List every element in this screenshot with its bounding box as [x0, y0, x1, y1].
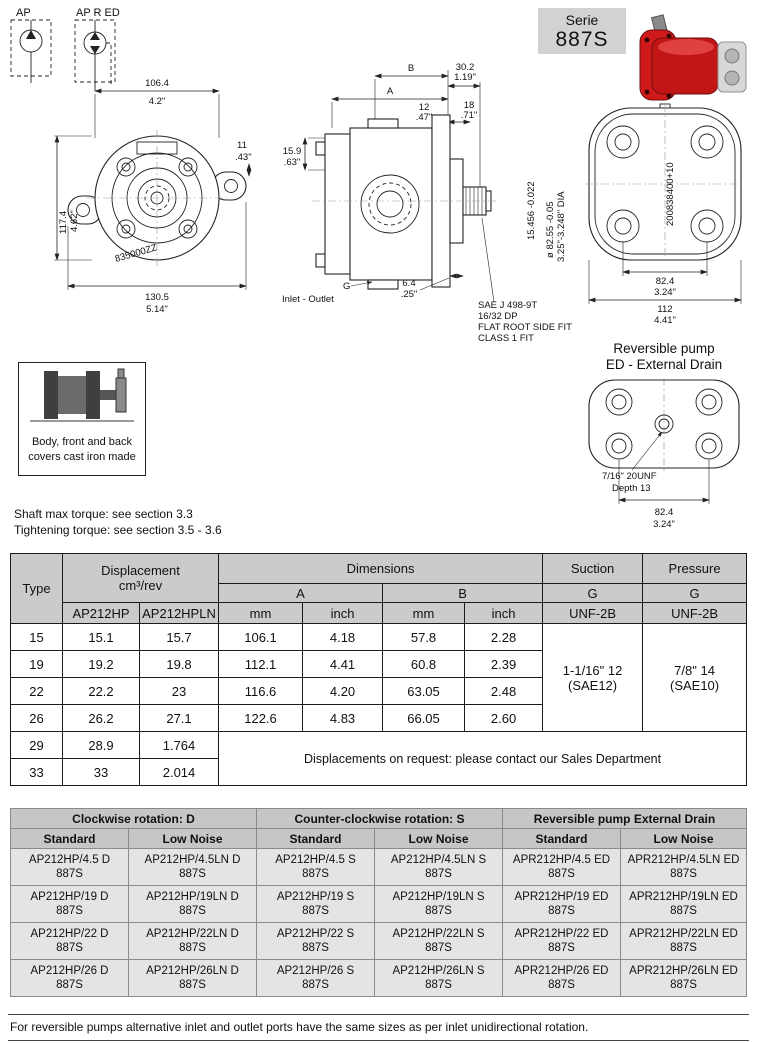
model-code: AP212HP/26 D: [30, 965, 109, 977]
col-header-type: Type: [11, 554, 63, 624]
model-cell: [129, 923, 257, 960]
model-cell: [375, 960, 503, 997]
spec-table: [10, 553, 747, 786]
model-cell: [11, 886, 129, 923]
back-view-drawing: [576, 100, 754, 328]
model-cell: [257, 886, 375, 923]
cell-suction: [543, 624, 643, 732]
model-cell: [621, 923, 747, 960]
model-series: 887S: [302, 979, 329, 991]
model-code: AP212HP/26LN S: [392, 965, 485, 977]
model-cell: [11, 923, 129, 960]
model-series: 887S: [670, 942, 697, 954]
model-series: 887S: [548, 868, 575, 880]
displacement-label: Displacement: [101, 563, 180, 578]
model-code: APR212HP/26 ED: [514, 965, 609, 977]
model-code: AP212HP/19LN S: [392, 891, 485, 903]
spec-row: [11, 624, 747, 651]
sub-header-lownoise: Low Noise: [375, 829, 503, 849]
dim-label: 5.14": [146, 304, 168, 315]
cell-type: 22: [11, 678, 63, 705]
cell-d1: 28.9: [63, 732, 140, 759]
spec-row: [11, 732, 747, 759]
dim-label: 4.41": [654, 315, 676, 326]
side-view-body: [312, 115, 497, 289]
model-code: AP212HP/19 S: [276, 891, 355, 903]
dim-label: 82.4: [655, 276, 675, 287]
sae-note: 16/32 DP: [478, 311, 518, 322]
model-series: 887S: [179, 905, 206, 917]
sae-note: SAE J 498-9T: [478, 300, 538, 311]
dim-label: 3.24": [653, 519, 675, 530]
reversible-title-line2: ED - External Drain: [605, 357, 723, 372]
dim-label: 4.62": [69, 210, 80, 232]
pump-triangle-up: [90, 32, 100, 40]
model-cell: [129, 960, 257, 997]
pump-triangle: [26, 30, 36, 39]
cast-iron-caption-line1: Body, front and back: [31, 436, 133, 448]
order-row: [11, 886, 747, 923]
cell-b-in: 2.60: [465, 705, 543, 732]
cell-d2: 27.1: [140, 705, 219, 732]
side-view-drawing: [272, 58, 582, 363]
symbol-ap-text: AP: [16, 7, 31, 19]
reversible-view-drawing: [574, 376, 754, 536]
model-code: AP212HP/19LN D: [146, 891, 239, 903]
dim-label: 82.4: [654, 507, 674, 518]
model-code: AP212HP/4.5LN S: [390, 854, 487, 866]
model-series: 887S: [179, 979, 206, 991]
model-cell: [257, 923, 375, 960]
dim-label: ø 82.55 -0.05: [545, 201, 556, 258]
model-series: 887S: [548, 979, 575, 991]
dim-label: 30.2: [455, 62, 475, 73]
cell-d1: 15.1: [63, 624, 140, 651]
model-series: 887S: [302, 868, 329, 880]
casting-stamp: 835000ZZ: [113, 242, 159, 265]
tightening-torque-note: Tightening torque: see section 3.5 - 3.6: [14, 523, 222, 537]
dim-label: 3.24": [654, 287, 676, 298]
model-series: 887S: [548, 905, 575, 917]
col-header-suction-g: G: [543, 584, 643, 603]
suction-size: 1-1/16" 12: [562, 662, 623, 678]
pump-highlight: [658, 39, 714, 55]
model-series: 887S: [302, 942, 329, 954]
reversible-title: [574, 341, 754, 373]
order-row: [11, 923, 747, 960]
dim-label: .63": [283, 157, 301, 168]
model-code: AP212HP/4.5 S: [275, 854, 356, 866]
cell-d2: 1.764: [140, 732, 219, 759]
pump-product-photo: [636, 12, 754, 110]
model-cell: [375, 923, 503, 960]
dim-label: 3.25"-3.248" DIA: [556, 191, 567, 262]
col-header-a: A: [219, 584, 383, 603]
sub-header-standard: Standard: [257, 829, 375, 849]
cell-pressure: [643, 624, 747, 732]
model-series: 887S: [425, 905, 452, 917]
col-header-ap212hp: AP212HP: [63, 603, 140, 624]
dim-label: 112: [657, 304, 673, 315]
model-code: AP212HP/26LN D: [146, 965, 239, 977]
model-code: APR212HP/4.5LN ED: [627, 854, 740, 866]
sub-header-lownoise: Low Noise: [129, 829, 257, 849]
model-cell: [257, 960, 375, 997]
shaft-torque-note: Shaft max torque: see section 3.3: [14, 507, 193, 521]
col-header-dimensions: Dimensions: [219, 554, 543, 584]
group-header-counterclockwise: Counter-clockwise rotation: S: [257, 809, 503, 829]
cell-a-in: 4.20: [303, 678, 383, 705]
model-series: 887S: [56, 868, 83, 880]
model-series: 887S: [179, 868, 206, 880]
drain-spec: 7/16" 20UNF: [602, 471, 657, 482]
model-code: APR212HP/4.5 ED: [512, 854, 611, 866]
symbol-apred-text: AP R ED: [76, 7, 120, 19]
dim-label: 117.4: [58, 210, 69, 234]
dim-label: 106.4: [145, 78, 169, 89]
dim-label: .71": [460, 110, 478, 121]
cell-a-in: 4.18: [303, 624, 383, 651]
model-cell: [257, 849, 375, 886]
col-header-pressure-g: G: [643, 584, 747, 603]
model-series: 887S: [425, 979, 452, 991]
model-series: 887S: [56, 942, 83, 954]
model-series: 887S: [670, 979, 697, 991]
dim-label: .43": [235, 152, 252, 163]
torque-notes: [14, 506, 222, 538]
model-cell: [621, 960, 747, 997]
hydraulic-symbol-ap-icon: [8, 17, 56, 85]
model-series: 887S: [179, 942, 206, 954]
model-cell: [503, 923, 621, 960]
col-header-b: B: [383, 584, 543, 603]
cell-d1: 19.2: [63, 651, 140, 678]
pressure-size: 7/8" 14: [674, 662, 715, 678]
cell-b-mm: 60.8: [383, 651, 465, 678]
cell-a-mm: 106.1: [219, 624, 303, 651]
displacement-unit: cm³/rev: [118, 578, 163, 593]
dim-label: 130.5: [145, 292, 169, 303]
cell-type: 33: [11, 759, 63, 786]
col-header-a-inch: inch: [303, 603, 383, 624]
pump-port-1: [725, 49, 739, 63]
col-header-b-inch: inch: [465, 603, 543, 624]
model-code: APR212HP/22 ED: [514, 928, 609, 940]
model-cell: [503, 960, 621, 997]
cell-d2: 23: [140, 678, 219, 705]
group-header-reversible: Reversible pump External Drain: [503, 809, 747, 829]
port-label: G: [343, 281, 351, 292]
cell-type: 29: [11, 732, 63, 759]
model-code: AP212HP/22LN S: [392, 928, 485, 940]
col-header-suction: Suction: [543, 554, 643, 584]
cell-a-mm: 122.6: [219, 705, 303, 732]
col-header-pressure-unf: UNF-2B: [643, 603, 747, 624]
cell-a-in: 4.83: [303, 705, 383, 732]
cell-b-mm: 57.8: [383, 624, 465, 651]
ordering-table: [10, 808, 747, 997]
sae-note: CLASS 1 FIT: [478, 333, 534, 344]
model-code: AP212HP/4.5 D: [28, 854, 111, 866]
col-header-b-mm: mm: [383, 603, 465, 624]
sub-header-lownoise: Low Noise: [621, 829, 747, 849]
col-header-suction-unf: UNF-2B: [543, 603, 643, 624]
model-code: AP212HP/19 D: [30, 891, 109, 903]
model-cell: [375, 849, 503, 886]
model-series: 887S: [670, 905, 697, 917]
cell-d1: 26.2: [63, 705, 140, 732]
model-cell: [621, 849, 747, 886]
model-code: AP212HP/22LN D: [146, 928, 239, 940]
dim-label: 1.19": [454, 72, 476, 83]
cell-b-in: 2.48: [465, 678, 543, 705]
sub-header-standard: Standard: [11, 829, 129, 849]
col-header-displacement: [63, 554, 219, 603]
model-series: 887S: [670, 868, 697, 880]
cell-d1: 33: [63, 759, 140, 786]
cast-iron-caption-line2: covers cast iron made: [28, 451, 136, 463]
model-series: 887S: [56, 905, 83, 917]
front-view-drawing: [52, 76, 262, 316]
sae-note: FLAT ROOT SIDE FIT: [478, 322, 572, 333]
cell-d2: 15.7: [140, 624, 219, 651]
model-code: AP212HP/22 S: [276, 928, 355, 940]
series-label: Serie: [565, 12, 599, 28]
sub-header-standard: Standard: [503, 829, 621, 849]
model-cell: [503, 849, 621, 886]
model-cell: [375, 886, 503, 923]
dim-label: 11: [237, 140, 247, 151]
model-code: AP212HP/22 D: [30, 928, 109, 940]
order-row: [11, 960, 747, 997]
model-code: AP212HP/26 S: [276, 965, 355, 977]
cell-d2: 2.014: [140, 759, 219, 786]
pressure-sae: (SAE10): [669, 677, 720, 693]
model-code: APR212HP/19LN ED: [629, 891, 738, 903]
reversible-title-line1: Reversible pump: [613, 341, 715, 356]
dim-label: 4.2": [148, 96, 166, 107]
model-series: 887S: [302, 905, 329, 917]
model-series: 887S: [425, 868, 452, 880]
cell-b-in: 2.28: [465, 624, 543, 651]
col-header-pressure: Pressure: [643, 554, 747, 584]
casting-stamp: 200838400+10: [665, 162, 676, 226]
model-code: AP212HP/4.5LN D: [144, 854, 241, 866]
cell-type: 15: [11, 624, 63, 651]
series-value: 887S: [555, 28, 609, 51]
pump-triangle-down: [90, 46, 100, 54]
model-cell: [129, 849, 257, 886]
dim-label: .47": [415, 112, 433, 123]
model-code: APR212HP/26LN ED: [629, 965, 738, 977]
model-code: APR212HP/22LN ED: [629, 928, 738, 940]
cast-iron-drawing: [22, 363, 142, 429]
reversible-body: [589, 378, 739, 472]
front-view-body: [68, 130, 246, 266]
model-cell: [129, 886, 257, 923]
col-header-ap212hpln: AP212HPLN: [140, 603, 219, 624]
dim-label: 6.4: [402, 278, 416, 289]
group-header-clockwise: Clockwise rotation: D: [11, 809, 257, 829]
displacements-request-note: Displacements on request: please contact our Sales Department: [219, 732, 747, 786]
model-cell: [503, 886, 621, 923]
cell-a-mm: 112.1: [219, 651, 303, 678]
cell-b-mm: 66.05: [383, 705, 465, 732]
model-series: 887S: [548, 942, 575, 954]
model-series: 887S: [425, 942, 452, 954]
dim-label: 15.456 -0.022: [526, 181, 537, 240]
dim-label: B: [407, 63, 415, 74]
inlet-outlet-label: Inlet - Outlet: [282, 294, 334, 305]
cell-a-mm: 116.6: [219, 678, 303, 705]
cell-b-in: 2.39: [465, 651, 543, 678]
cast-iron-callout: [18, 362, 146, 476]
model-series: 887S: [56, 979, 83, 991]
cell-b-mm: 63.05: [383, 678, 465, 705]
cell-type: 19: [11, 651, 63, 678]
cell-a-in: 4.41: [303, 651, 383, 678]
col-header-a-mm: mm: [219, 603, 303, 624]
dim-label: 12: [418, 102, 430, 113]
suction-sae: (SAE12): [567, 677, 618, 693]
dim-label: 18: [463, 100, 475, 111]
cell-type: 26: [11, 705, 63, 732]
pump-port-2: [725, 71, 739, 85]
model-cell: [11, 960, 129, 997]
model-cell: [621, 886, 747, 923]
cell-d2: 19.8: [140, 651, 219, 678]
cell-d1: 22.2: [63, 678, 140, 705]
model-code: APR212HP/19 ED: [514, 891, 609, 903]
model-cell: [11, 849, 129, 886]
footer-note: For reversible pumps alternative inlet and outlet ports have the same sizes as per inlet unidirectional rotation.: [8, 1014, 749, 1041]
dim-label: A: [386, 86, 394, 97]
series-badge: [538, 8, 626, 54]
order-row: [11, 849, 747, 886]
dim-label: .25": [400, 289, 418, 300]
dim-label: 15.9: [282, 146, 302, 157]
drain-depth: Depth 13: [612, 483, 651, 494]
